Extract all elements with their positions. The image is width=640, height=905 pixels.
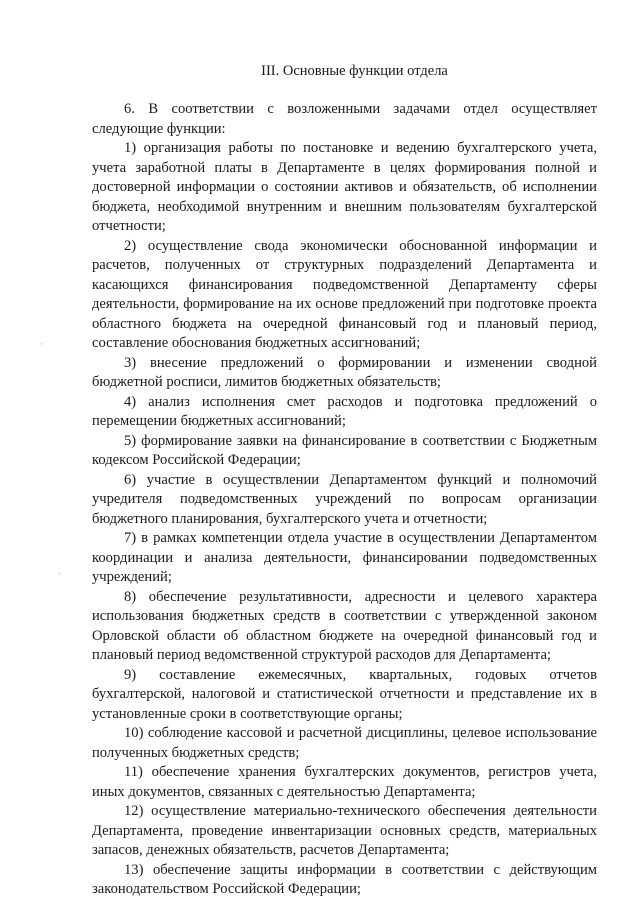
intro-paragraph: 6. В соответствии с возложенными задачами отдел осуществляет следующие функции: (92, 101, 597, 137)
function-item-7: 7) в рамках компетенции отдела участие в осуществлении Департаментом координации и анализа деятельности, финансировании подведомственных учреждений; (92, 530, 597, 585)
function-item-3: 3) внесение предложений о формировании и изменении сводной бюджетной росписи, лимитов бюджетных обязательств; (92, 354, 597, 390)
function-item-10: 10) соблюдение кассовой и расчетной дисциплины, целевое использование полученных бюджетных средств; (92, 725, 597, 761)
function-item-11: 11) обеспечение хранения бухгалтерских документов, регистров учета, иных документов, связанных с деятельностью Департамента; (92, 764, 597, 800)
document-page (92, 60, 597, 900)
scan-speck: · (58, 569, 61, 579)
function-item-12: 12) осуществление материально-технического обеспечения деятельности Департамента, проведение инвентаризации основных средств, материальных запасов, денежных обязательств, расчетов Департамента; (92, 803, 597, 858)
function-item-8: 8) обеспечение результативности, адресности и целевого характера использования бюджетных средств в соответствии с утвержденной законом Орловской области об областном бюджете на очередной финансовый год и плановый период ведомственной структурой расходов для Департамента; (92, 588, 597, 663)
function-item-1: 1) организация работы по постановке и ведению бухгалтерского учета, учета заработной платы в Департаменте в целях формирования полной и достоверной информации о состоянии активов и обязательств, об исполнении бюджета, необходимой внутренним и внешним пользователям бухгалтерской отчетности; (92, 140, 597, 234)
function-item-13: 13) обеспечение защиты информации в соответствии с действующим законодательством Российской Федерации; (92, 861, 597, 897)
scan-speck: · (40, 339, 43, 349)
section-title: III. Основные функции отдела (261, 63, 448, 79)
function-item-4: 4) анализ исполнения смет расходов и подготовка предложений о перемещении бюджетных ассигнований; (92, 393, 597, 429)
function-item-9: 9) составление ежемесячных, квартальных, годовых отчетов бухгалтерской, налоговой и статистической отчетности и представление их в установленные сроки в соответствующие органы; (92, 666, 597, 722)
function-item-6: 6) участие в осуществлении Департаментом функций и полномочий учредителя подведомственных учреждений по вопросам организации бюджетного планирования, бухгалтерского учета и отчетности; (92, 471, 597, 527)
function-item-5: 5) формирование заявки на финансирование в соответствии с Бюджетным кодексом Российской Федерации; (92, 432, 597, 468)
function-item-2: 2) осуществление свода экономически обоснованной информации и расчетов, полученных от структурных подразделений Департамента и касающихся финансирования подведомственной Департаменту сферы деятельности, формирование на их основе предложений при подготовке проекта областного бюджета на очередной финансовый год и плановый период, составление обоснования бюджетных ассигнований; (92, 237, 597, 351)
